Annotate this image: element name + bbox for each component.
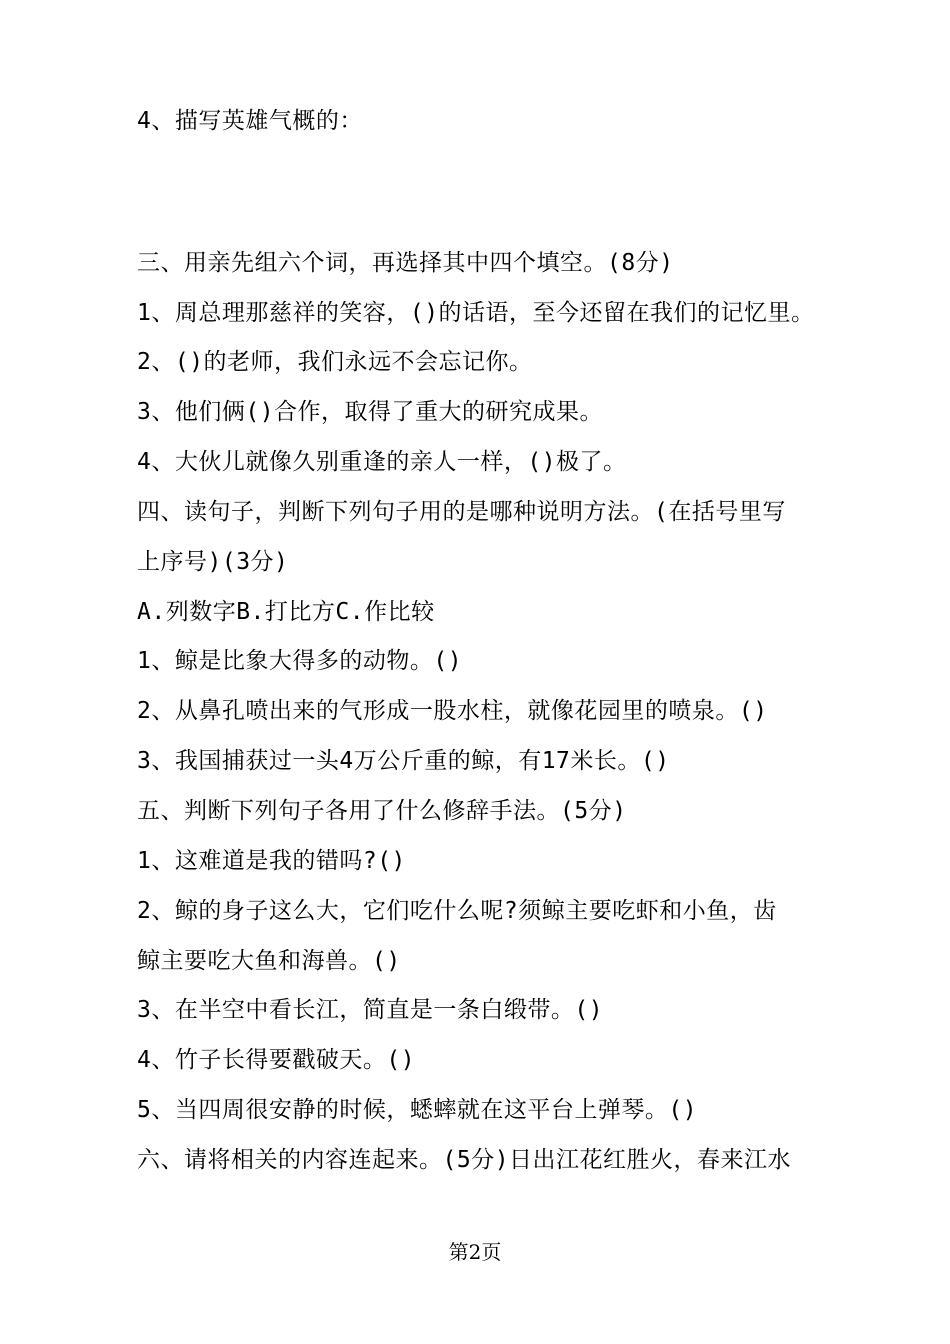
options-line: A.列数字B.打比方C.作比较 bbox=[137, 599, 435, 625]
text-line: 4、描写英雄气概的： bbox=[137, 108, 363, 134]
text-line: 3、我国捕获过一头4万公斤重的鲸，有17米长。() bbox=[137, 748, 670, 774]
text-line: 4、大伙儿就像久别重逢的亲人一样，()极了。 bbox=[137, 449, 627, 475]
text-line: 3、在半空中看长江，简直是一条白缎带。() bbox=[137, 997, 604, 1023]
text-line: 3、他们俩()合作，取得了重大的研究成果。 bbox=[137, 399, 604, 425]
text-line: 1、鲸是比象大得多的动物。() bbox=[137, 648, 463, 674]
text-line: 4、竹子长得要戳破天。() bbox=[137, 1047, 416, 1073]
text-line: 2、从鼻孔喷出来的气形成一股水柱，就像花园里的喷泉。() bbox=[137, 698, 768, 724]
text-line: 5、当四周很安静的时候，蟋蟀就在这平台上弹琴。() bbox=[137, 1097, 698, 1123]
section-heading-3: 三、用亲先组六个词，再选择其中四个填空。(8分) bbox=[137, 250, 674, 276]
page-number: 第2页 bbox=[448, 1240, 502, 1264]
section-heading-4: 四、读句子，判断下列句子用的是哪种说明方法。(在括号里写 bbox=[137, 499, 786, 525]
text-line: 1、周总理那慈祥的笑容，()的话语，至今还留在我们的记忆里。 bbox=[137, 300, 815, 326]
text-line: 2、()的老师，我们永远不会忘记你。 bbox=[137, 349, 533, 375]
text-line: 2、鲸的身子这么大，它们吃什么呢?须鲸主要吃虾和小鱼，齿 bbox=[137, 898, 777, 924]
text-line: 1、这难道是我的错吗?() bbox=[137, 848, 406, 874]
text-line: 上序号)(3分) bbox=[137, 549, 289, 575]
section-heading-5: 五、判断下列句子各用了什么修辞手法。(5分) bbox=[137, 798, 627, 824]
section-heading-6: 六、请将相关的内容连起来。(5分)日出江花红胜火，春来江水 bbox=[137, 1147, 792, 1173]
text-line: 鲸主要吃大鱼和海兽。() bbox=[137, 948, 401, 974]
